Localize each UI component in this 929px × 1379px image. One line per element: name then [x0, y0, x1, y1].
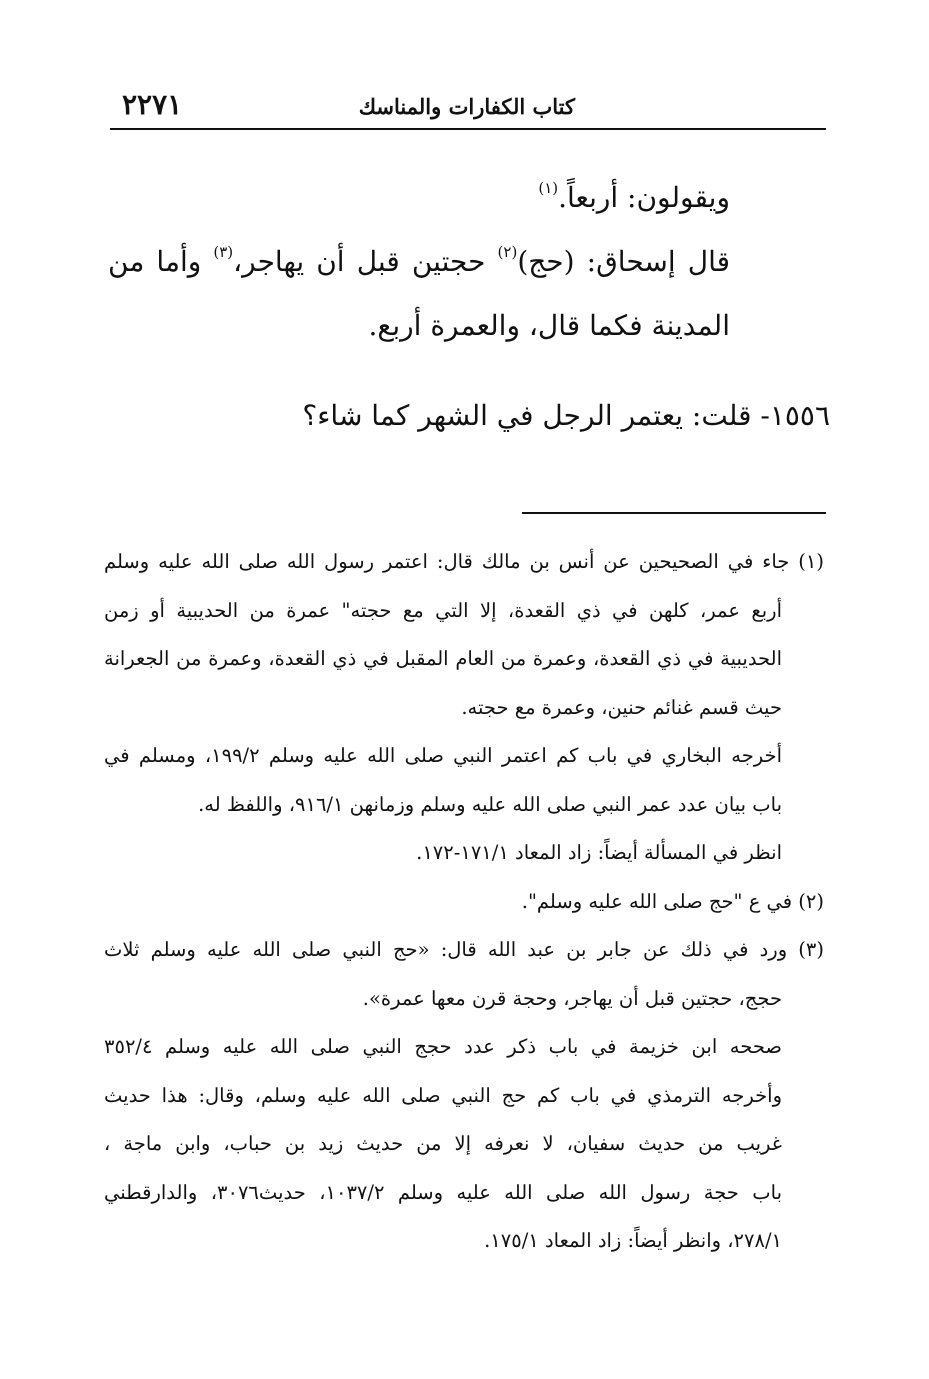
footnote-line: حجج، حجتين قبل أن يهاجر، وحجة قرن معها عمرة». — [362, 986, 782, 1010]
footnote-line: الحديبية في ذي القعدة، وعمرة من العام المقبل في ذي القعدة، وعمرة من الجعرانة — [104, 647, 782, 670]
running-header — [110, 86, 830, 126]
footnote-separator — [522, 512, 826, 514]
page-number: ٢٢٧١ — [122, 88, 183, 121]
footnote-ref-2: (٢) — [497, 243, 518, 261]
chapter-title: كتاب الكفارات والمناسك — [358, 94, 575, 119]
footnote-ref-3: (٣) — [213, 243, 234, 261]
question-1556: ١٥٥٦- قلت: يعتمر الرجل في الشهر كما شاء؟ — [302, 399, 830, 432]
footnote-line: وأخرجه الترمذي في باب كم حج النبي صلى الله عليه وسلم، وقال: هذا حديث — [104, 1083, 782, 1107]
footnote-line: أربع عمر، كلهن في ذي القعدة، إلا التي مع حجته" عمرة من الحديبية أو زمن — [104, 598, 782, 622]
footnote-ref-1: (١) — [538, 179, 559, 197]
footnote-line: حيث قسم غنائم حنين، وعمرة مع حجته. — [461, 695, 782, 719]
footnote-line: انظر في المسألة أيضاً: زاد المعاد ١٧١/١-١٧٢. — [416, 841, 782, 864]
main-paragraph-2-c: وأما من المدينة فكما قال، والعمرة أربع. — [108, 245, 730, 342]
footnote-line: ٢٧٨/١، وانظر أيضاً: زاد المعاد ١٧٥/١. — [484, 1229, 782, 1252]
main-paragraph-2-b: حجتين قبل أن يهاجر، — [233, 245, 498, 278]
footnote-line: صححه ابن خزيمة في باب ذكر عدد حجج النبي صلى الله عليه وسلم ٣٥٢/٤ — [104, 1035, 782, 1058]
header-rule — [110, 128, 826, 130]
footnote-line: أخرجه البخاري في باب كم اعتمر النبي صلى الله عليه وسلم ١٩٩/٢، ومسلم في — [104, 744, 782, 767]
footnote-line: (٢) في ع "حج صلى الله عليه وسلم". — [521, 889, 824, 913]
main-text — [108, 166, 730, 358]
footnote-line: باب بيان عدد عمر النبي صلى الله عليه وسلم وزمانهن ٩١٦/١، واللفظ له. — [198, 792, 782, 816]
footnote-line: (١) جاء في الصحيحين عن أنس بن مالك قال: اعتمر رسول الله صلى الله عليه وسلم — [104, 550, 824, 573]
main-line-1-text: ويقولون: أربعاً. — [558, 181, 730, 214]
footnote-line: (٣) ورد في ذلك عن جابر بن عبد الله قال: «حج النبي صلى الله عليه وسلم ثلاث — [104, 938, 824, 961]
main-paragraph-2 — [108, 230, 730, 358]
main-line-1 — [108, 166, 730, 230]
footnote-line: باب حجة رسول الله صلى الله عليه وسلم ١٠٣٧/٢، حديث٣٠٧٦، والدارقطني — [104, 1180, 782, 1204]
footnotes — [104, 538, 824, 1266]
main-paragraph-2-a: قال إسحاق: (حج) — [517, 245, 731, 278]
footnote-line: غريب من حديث سفيان، لا نعرفه إلا من حديث زيد بن حباب، وابن ماجة ، — [104, 1132, 782, 1155]
